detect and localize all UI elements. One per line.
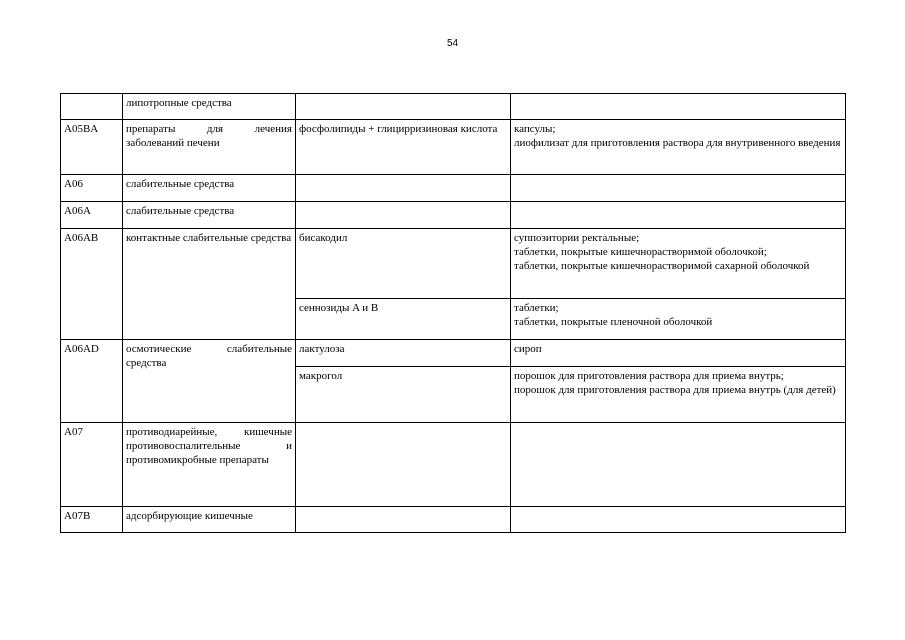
inn-cell xyxy=(296,202,511,229)
inn-cell: макрогол xyxy=(296,367,511,423)
dosage-form-cell xyxy=(511,229,846,299)
atc-code-cell: A07B xyxy=(61,507,123,533)
dosage-form-line: лиофилизат для приготовления раствора для внутривенного введения xyxy=(514,137,841,149)
atc-code-cell xyxy=(61,94,123,120)
inn-cell xyxy=(296,94,511,120)
group-cell: адсорбирующие кишечные xyxy=(123,507,296,533)
dosage-form-line: порошок для приготовления раствора для приема внутрь (для детей) xyxy=(514,384,836,396)
dosage-form-cell xyxy=(511,120,846,175)
dosage-form-line: порошок для приготовления раствора для приема внутрь; xyxy=(514,370,784,382)
dosage-form-cell xyxy=(511,507,846,533)
table-row xyxy=(61,229,846,299)
dosage-form-line: таблетки, покрытые пленочной оболочкой xyxy=(514,316,713,328)
drug-table xyxy=(60,93,846,533)
group-cell: слабительные средства xyxy=(123,175,296,202)
dosage-form-line: сироп xyxy=(514,343,542,355)
dosage-form-cell xyxy=(511,202,846,229)
atc-code-cell: A06AB xyxy=(61,229,123,340)
inn-cell: лактулоза xyxy=(296,340,511,367)
table-row xyxy=(61,340,846,367)
group-cell: препараты для лечения заболеваний печени xyxy=(123,120,296,175)
atc-code-cell: A06A xyxy=(61,202,123,229)
table-row xyxy=(61,94,846,120)
group-cell: липотропные средства xyxy=(123,94,296,120)
dosage-form-cell xyxy=(511,340,846,367)
dosage-form-line: таблетки, покрытые кишечнорастворимой сахарной оболочкой xyxy=(514,260,810,272)
inn-cell xyxy=(296,175,511,202)
inn-cell: бисакодил xyxy=(296,229,511,299)
atc-code-cell: A06AD xyxy=(61,340,123,423)
table-row xyxy=(61,507,846,533)
dosage-form-cell xyxy=(511,94,846,120)
page-number: 54 xyxy=(446,38,459,49)
dosage-form-line: суппозитории ректальные; xyxy=(514,232,640,244)
inn-cell xyxy=(296,507,511,533)
dosage-form-line: капсулы; xyxy=(514,123,556,135)
table-row xyxy=(61,175,846,202)
table-row xyxy=(61,120,846,175)
inn-cell: фосфолипиды + глицирризиновая кислота xyxy=(296,120,511,175)
group-cell: контактные слабительные средства xyxy=(123,229,296,340)
atc-code-cell: A07 xyxy=(61,423,123,507)
dosage-form-line: таблетки; xyxy=(514,302,559,314)
inn-cell: сеннозиды A и B xyxy=(296,299,511,340)
group-cell: противодиарейные, кишечные противовоспалительные и противомикробные препараты xyxy=(123,423,296,507)
dosage-form-cell xyxy=(511,299,846,340)
table-row xyxy=(61,423,846,507)
atc-code-cell: A05BA xyxy=(61,120,123,175)
dosage-form-cell xyxy=(511,367,846,423)
table-row xyxy=(61,202,846,229)
atc-code-cell: A06 xyxy=(61,175,123,202)
dosage-form-line: таблетки, покрытые кишечнорастворимой оболочкой; xyxy=(514,246,767,258)
dosage-form-cell xyxy=(511,423,846,507)
dosage-form-cell xyxy=(511,175,846,202)
group-cell: слабительные средства xyxy=(123,202,296,229)
inn-cell xyxy=(296,423,511,507)
group-cell: осмотические слабительные средства xyxy=(123,340,296,423)
